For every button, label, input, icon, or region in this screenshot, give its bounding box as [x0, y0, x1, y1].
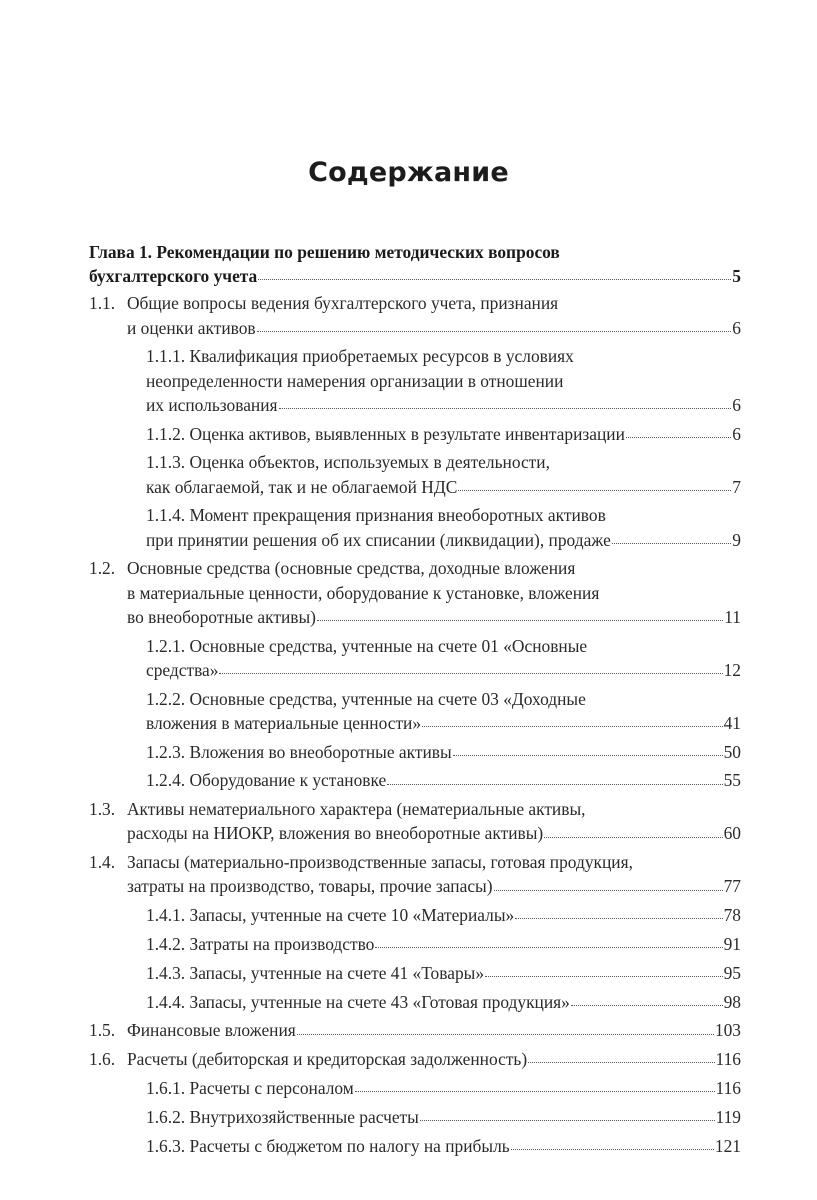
- page-number: 77: [723, 876, 741, 897]
- page-number: 12: [723, 659, 741, 680]
- page-number: 6: [732, 394, 741, 415]
- toc-entry[interactable]: [89, 932, 741, 956]
- toc-section-number: 1.2.: [89, 558, 116, 579]
- toc-entry[interactable]: [89, 344, 741, 417]
- toc-section-number: 1.3.: [89, 799, 116, 820]
- page-number: 60: [723, 823, 741, 844]
- page-number: 121: [714, 1135, 741, 1156]
- toc-section-number: 1.6.: [89, 1049, 116, 1070]
- toc-entry-text: 1.1.3. Оценка объектов, используемых в деятельности,: [146, 452, 550, 473]
- toc-entry-text: 1.6.2. Внутрихозяйственные расчеты: [146, 1106, 419, 1127]
- page-number: 6: [732, 317, 741, 338]
- toc-entry[interactable]: [89, 990, 741, 1014]
- dot-leader: [494, 890, 723, 891]
- toc-entry[interactable]: [89, 850, 741, 898]
- toc-title-line: Расчеты (дебиторская и кредиторская задолженность): [127, 1049, 528, 1070]
- toc-entry-text: при принятии решения об их списании (ликвидации), продаже: [146, 529, 611, 550]
- dot-leader: [626, 437, 731, 438]
- page-number: 55: [723, 770, 741, 791]
- toc-entry-text: неопределенности намерения организации в отношении: [146, 370, 564, 391]
- toc-entry-text: 1.1.1. Квалификация приобретаемых ресурсов в условиях: [146, 346, 574, 367]
- toc-entry-text: бухгалтерского учета: [89, 266, 258, 287]
- toc-entry[interactable]: [89, 1076, 741, 1100]
- page-number: 119: [715, 1106, 741, 1127]
- dot-leader: [571, 1005, 723, 1006]
- toc-entry-text: их использования: [146, 394, 278, 415]
- dot-leader: [422, 726, 723, 727]
- toc-entry-text: 1.6.3. Расчеты с бюджетом по налогу на прибыль: [146, 1135, 510, 1156]
- toc-title-line: Основные средства (основные средства, доходные вложения: [127, 558, 576, 579]
- dot-leader: [279, 408, 732, 409]
- dot-leader: [544, 837, 722, 838]
- page-number: 116: [715, 1077, 741, 1098]
- dot-leader: [458, 490, 731, 491]
- toc-entry[interactable]: [89, 1018, 741, 1042]
- toc-entry[interactable]: [89, 740, 741, 764]
- toc-entry-text: расходы на НИОКР, вложения во внеоборотные активы): [127, 823, 544, 844]
- page-number: 11: [724, 606, 741, 627]
- page-number: 7: [732, 476, 741, 497]
- toc-entry-text: 1.2.2. Основные средства, учтенные на счете 03 «Доходные: [146, 688, 586, 709]
- page-number: 41: [723, 712, 741, 733]
- dot-leader: [317, 620, 723, 621]
- toc-entry-text: 1.6.1. Расчеты с персоналом: [146, 1077, 354, 1098]
- toc-section-number: 1.1.: [89, 293, 116, 314]
- dot-leader: [511, 1149, 714, 1150]
- toc-entry[interactable]: [89, 768, 741, 792]
- toc-entry[interactable]: [89, 1134, 741, 1158]
- dot-leader: [297, 1034, 714, 1035]
- page-number: 95: [723, 962, 741, 983]
- page-number: 91: [723, 934, 741, 954]
- toc-section-number: 1.4.: [89, 852, 116, 873]
- toc-entry[interactable]: [89, 1105, 741, 1129]
- toc-entry-text: [89, 799, 585, 819]
- dot-leader: [453, 755, 723, 756]
- page-number: 78: [723, 905, 741, 926]
- toc-title-line: Финансовые вложения: [127, 1020, 296, 1041]
- dot-leader: [219, 673, 722, 674]
- toc-entry-text: средства»: [146, 659, 219, 680]
- toc-entry-text: 1.1.4. Момент прекращения признания внеоборотных активов: [146, 505, 606, 526]
- toc-entry-text: во внеоборотные активы): [127, 606, 316, 627]
- table-of-contents: [89, 240, 741, 1162]
- page-number: 6: [732, 423, 741, 444]
- toc-entry-text: 1.1.2. Оценка активов, выявленных в результате инвентаризации: [146, 423, 625, 444]
- toc-entry[interactable]: [89, 687, 741, 735]
- toc-entry-text: 1.2.3. Вложения во внеоборотные активы: [146, 741, 452, 762]
- dot-leader: [515, 918, 722, 919]
- dot-leader: [420, 1120, 715, 1121]
- toc-entry-text: 1.4.2. Затраты на производство: [146, 934, 375, 954]
- toc-entry-text: в материальные ценности, оборудование к установке, вложения: [127, 582, 600, 603]
- toc-entry[interactable]: [89, 503, 741, 551]
- toc-entry-text: как облагаемой, так и не облагаемой НДС: [146, 476, 458, 497]
- toc-entry[interactable]: [89, 961, 741, 985]
- toc-section-number: 1.5.: [89, 1020, 116, 1041]
- toc-entry-text: вложения в материальные ценности»: [146, 712, 422, 733]
- toc-entry[interactable]: [89, 450, 741, 498]
- page-number: 50: [723, 741, 741, 762]
- toc-entry[interactable]: [89, 903, 741, 927]
- toc-entry-text: 1.2.1. Основные средства, учтенные на счете 01 «Основные: [146, 635, 588, 656]
- dot-leader: [612, 543, 732, 544]
- dot-leader: [485, 976, 723, 977]
- page-number: 103: [714, 1020, 741, 1041]
- dot-leader: [387, 784, 722, 785]
- page-number: 116: [715, 1049, 741, 1070]
- toc-entry[interactable]: [89, 291, 741, 339]
- dot-leader: [355, 1091, 715, 1092]
- toc-entry-text: 1.4.1. Запасы, учтенные на счете 10 «Материалы»: [146, 905, 515, 926]
- dot-leader: [528, 1062, 714, 1063]
- toc-entry-text: затраты на производство, товары, прочие запасы): [127, 876, 493, 897]
- toc-entry-text: [89, 558, 575, 578]
- dot-leader: [257, 331, 732, 332]
- toc-entry[interactable]: [89, 634, 741, 682]
- toc-title-line: Общие вопросы ведения бухгалтерского учета, признания: [127, 293, 559, 314]
- page-number: 5: [732, 266, 741, 287]
- toc-entry-text: [89, 852, 633, 872]
- toc-entry-text: и оценки активов: [127, 317, 256, 338]
- page-number: 9: [732, 529, 741, 550]
- toc-entry-text: 1.4.3. Запасы, учтенные на счете 41 «Товары»: [146, 962, 485, 983]
- toc-entry-text: [89, 1018, 296, 1042]
- toc-entry-text: [89, 293, 558, 313]
- toc-entry-text: 1.4.4. Запасы, учтенные на счете 43 «Готовая продукция»: [146, 991, 570, 1012]
- page-number: 98: [723, 991, 741, 1012]
- dot-leader: [375, 947, 722, 948]
- toc-entry[interactable]: [89, 556, 741, 629]
- toc-title-line: Запасы (материально-производственные запасы, готовая продукция,: [127, 852, 633, 873]
- dot-leader: [258, 279, 731, 280]
- toc-entry-text: [89, 1047, 527, 1071]
- page-title: Содержание: [308, 157, 509, 188]
- toc-entry-text: 1.2.4. Оборудование к установке: [146, 770, 387, 791]
- toc-entry[interactable]: [89, 240, 741, 288]
- toc-entry[interactable]: [89, 422, 741, 446]
- toc-entry[interactable]: [89, 797, 741, 845]
- toc-entry[interactable]: [89, 1047, 741, 1071]
- toc-title-line: Активы нематериального характера (нематериальные активы,: [127, 799, 586, 820]
- toc-entry-text: Глава 1. Рекомендации по решению методических вопросов: [89, 242, 560, 262]
